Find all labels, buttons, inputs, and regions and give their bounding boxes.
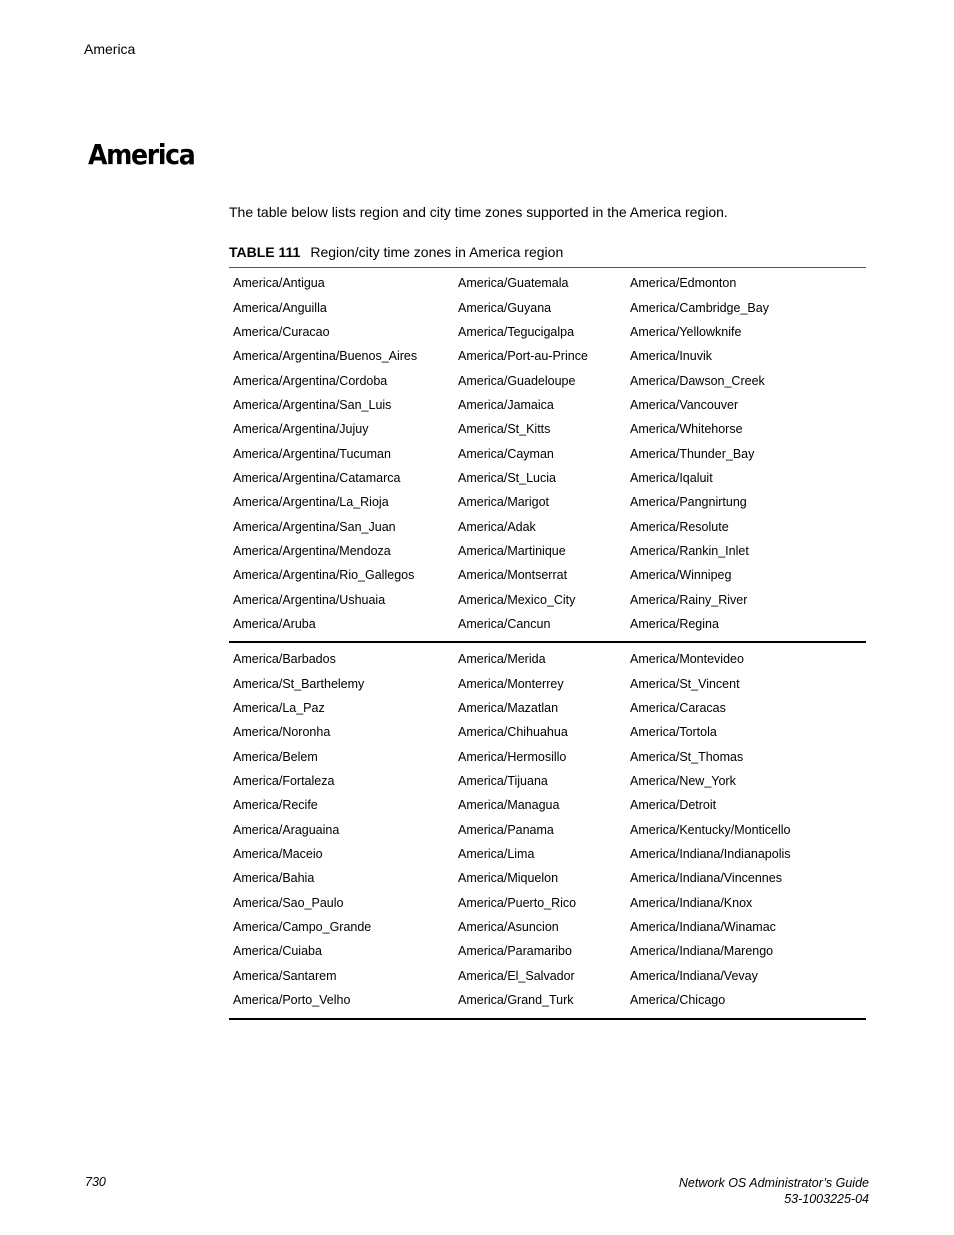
table-caption [229, 244, 563, 260]
timezone-cell: America/Guatemala [458, 276, 569, 291]
table-row [229, 539, 866, 563]
timezone-cell: America/Whitehorse [630, 422, 743, 437]
timezone-cell: America/Tijuana [458, 773, 548, 788]
timezone-cell: America/Pangnirtung [630, 495, 747, 510]
timezone-cell: America/Montserrat [458, 568, 568, 583]
table-row [229, 744, 866, 768]
timezone-cell: America/Hermosillo [458, 749, 567, 764]
timezone-cell: America/Monterrey [458, 676, 564, 691]
timezone-cell: America/Asuncion [458, 919, 559, 934]
timezone-cell: America/Cambridge_Bay [630, 300, 769, 315]
table-row [229, 417, 866, 441]
table-bottom-rule [229, 1018, 866, 1020]
timezone-cell: America/Argentina/Buenos_Aires [233, 349, 418, 364]
table-row [229, 344, 866, 368]
timezone-cell: America/Merida [458, 652, 546, 667]
timezone-cell: America/Panama [458, 822, 554, 837]
timezone-cell: America/Argentina/La_Rioja [233, 495, 389, 510]
caption-rule [229, 267, 866, 268]
timezone-cell: America/Jamaica [458, 397, 554, 412]
table-row [229, 988, 866, 1012]
table-row [229, 271, 866, 295]
timezone-cell: America/Martinique [458, 543, 566, 558]
timezone-cell: America/Regina [630, 616, 719, 631]
timezone-cell: America/El_Salvador [458, 968, 575, 983]
timezone-cell: America/Bahia [233, 871, 315, 886]
table-row [229, 393, 866, 417]
timezone-cell: America/Resolute [630, 519, 729, 534]
timezone-cell: America/Araguaina [233, 822, 340, 837]
timezone-table-group-1 [229, 271, 866, 636]
timezone-cell: America/Winnipeg [630, 568, 732, 583]
table-row [229, 842, 866, 866]
timezone-cell: America/Cancun [458, 616, 551, 631]
timezone-cell: America/Thunder_Bay [630, 446, 755, 461]
timezone-cell: America/Argentina/Tucuman [233, 446, 391, 461]
table-row [229, 587, 866, 611]
timezone-cell: America/Antigua [233, 276, 325, 291]
table-row [229, 890, 866, 914]
timezone-cell: America/Porto_Velho [233, 992, 351, 1007]
timezone-cell: America/Vancouver [630, 397, 739, 412]
intro-paragraph: The table below lists region and city time zones supported in the America region. [229, 204, 728, 220]
running-header: America [84, 41, 136, 57]
table-row [229, 769, 866, 793]
table-row [229, 441, 866, 465]
timezone-cell: America/Port-au-Prince [458, 349, 588, 364]
table-row [229, 817, 866, 841]
table-row [229, 671, 866, 695]
timezone-cell: America/Guyana [458, 300, 552, 315]
timezone-cell: America/Anguilla [233, 300, 327, 315]
timezone-cell: America/Noronha [233, 725, 331, 740]
timezone-cell: America/Rankin_Inlet [630, 543, 749, 558]
timezone-cell: America/Kentucky/Monticello [630, 822, 791, 837]
timezone-cell: America/Dawson_Creek [630, 373, 765, 388]
timezone-cell: America/Recife [233, 798, 318, 813]
timezone-cell: America/Chihuahua [458, 725, 568, 740]
timezone-cell: America/Marigot [458, 495, 549, 510]
timezone-cell: America/St_Kitts [458, 422, 551, 437]
timezone-cell: America/Paramaribo [458, 944, 572, 959]
timezone-cell: America/New_York [630, 773, 736, 788]
table-row [229, 915, 866, 939]
table-row [229, 563, 866, 587]
timezone-cell: America/Santarem [233, 968, 337, 983]
group-divider [229, 641, 866, 643]
timezone-cell: America/Cayman [458, 446, 554, 461]
footer-page-number: 730 [85, 1175, 106, 1189]
table-row [229, 939, 866, 963]
timezone-cell: America/Indiana/Vincennes [630, 871, 782, 886]
timezone-cell: America/Inuvik [630, 349, 712, 364]
timezone-cell: America/St_Lucia [458, 470, 556, 485]
table-row [229, 696, 866, 720]
timezone-cell: America/Sao_Paulo [233, 895, 344, 910]
timezone-cell: America/Fortaleza [233, 773, 335, 788]
timezone-cell: America/Montevideo [630, 652, 744, 667]
table-row [229, 647, 866, 671]
timezone-table-group-2 [229, 647, 866, 1012]
table-caption-number: TABLE 111 [229, 244, 301, 260]
timezone-cell: America/Indiana/Knox [630, 895, 753, 910]
timezone-cell: America/Maceio [233, 846, 323, 861]
timezone-cell: America/Aruba [233, 616, 316, 631]
timezone-cell: America/Yellowknife [630, 324, 742, 339]
timezone-cell: America/Mazatlan [458, 700, 559, 715]
table-row [229, 866, 866, 890]
timezone-cell: America/Cuiaba [233, 944, 322, 959]
timezone-cell: America/Indiana/Winamac [630, 919, 776, 934]
timezone-cell: America/Argentina/San_Luis [233, 397, 392, 412]
timezone-cell: America/Miquelon [458, 871, 559, 886]
timezone-cell: America/Rainy_River [630, 592, 748, 607]
timezone-cell: America/Caracas [630, 700, 726, 715]
timezone-cell: America/Barbados [233, 652, 336, 667]
timezone-cell: America/Belem [233, 749, 318, 764]
timezone-cell: America/Lima [458, 846, 535, 861]
timezone-cell: America/Managua [458, 798, 560, 813]
table-row [229, 295, 866, 319]
timezone-cell: America/Argentina/Jujuy [233, 422, 369, 437]
timezone-cell: America/Chicago [630, 992, 726, 1007]
footer-guide-title: Network OS Administrator’s Guide [678, 1176, 869, 1190]
timezone-cell: America/Argentina/Cordoba [233, 373, 388, 388]
timezone-cell: America/Puerto_Rico [458, 895, 577, 910]
table-row [229, 963, 866, 987]
page-title: America [88, 138, 195, 171]
timezone-cell: America/Campo_Grande [233, 919, 372, 934]
timezone-cell: America/Tortola [630, 725, 717, 740]
timezone-cell: America/Guadeloupe [458, 373, 576, 388]
timezone-cell: America/St_Thomas [630, 749, 744, 764]
timezone-cell: America/Indiana/Marengo [630, 944, 774, 959]
table-row [229, 368, 866, 392]
table-caption-text: Region/city time zones in America region [310, 244, 564, 260]
footer-doc-number: 53-1003225-04 [784, 1192, 869, 1206]
table-row [229, 720, 866, 744]
table-row [229, 612, 866, 636]
footer-guide [679, 1175, 869, 1207]
table-row [229, 490, 866, 514]
timezone-cell: America/Indiana/Vevay [630, 968, 758, 983]
timezone-cell: America/Argentina/Rio_Gallegos [233, 568, 415, 583]
timezone-cell: America/Indiana/Indianapolis [630, 846, 791, 861]
timezone-cell: America/Grand_Turk [458, 992, 574, 1007]
table-row [229, 320, 866, 344]
table-row [229, 514, 866, 538]
timezone-cell: America/La_Paz [233, 700, 325, 715]
timezone-cell: America/Detroit [630, 798, 717, 813]
timezone-cell: America/Argentina/Catamarca [233, 470, 401, 485]
timezone-cell: America/Tegucigalpa [458, 324, 575, 339]
timezone-cell: America/Adak [458, 519, 536, 534]
timezone-cell: America/St_Vincent [630, 676, 740, 691]
timezone-cell: America/Mexico_City [458, 592, 576, 607]
timezone-cell: America/Iqaluit [630, 470, 713, 485]
timezone-cell: America/Edmonton [630, 276, 737, 291]
table-row [229, 466, 866, 490]
timezone-cell: America/Argentina/Ushuaia [233, 592, 386, 607]
timezone-cell: America/St_Barthelemy [233, 676, 365, 691]
timezone-cell: America/Argentina/Mendoza [233, 543, 391, 558]
timezone-cell: America/Curacao [233, 324, 330, 339]
table-row [229, 793, 866, 817]
timezone-cell: America/Argentina/San_Juan [233, 519, 396, 534]
